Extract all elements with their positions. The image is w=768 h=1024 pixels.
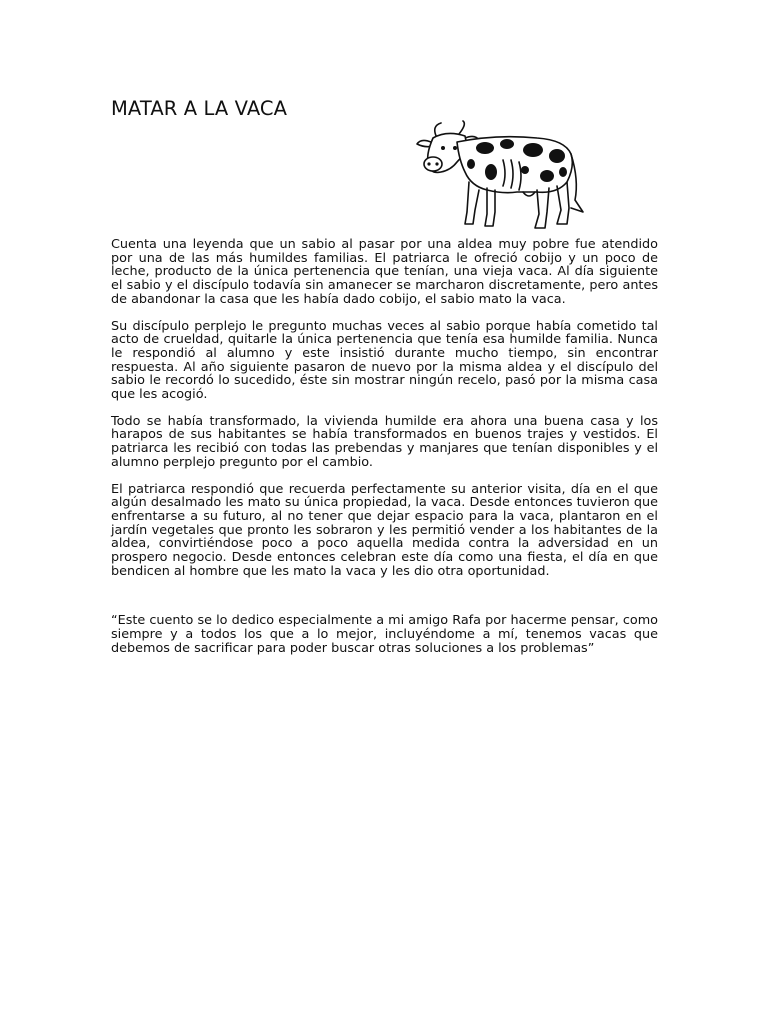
document-title: MATAR A LA VACA	[111, 97, 288, 120]
document-body	[111, 238, 658, 669]
paragraph-1: Cuenta una leyenda que un sabio al pasar por una aldea muy pobre fue atendido por una de las más humildes familias. El patriarca le ofreció cobijo y un poco de leche, producto de la única pertenencia que tenían, una vieja vaca. Al día siguiente el sabio y el discípulo todavía sin amanecer se marcharon discretamente, pero antes de abandonar la casa que les había dado cobijo, el sabio mato la vaca.	[111, 237, 658, 307]
cow-illustration-icon	[407, 120, 591, 234]
dedication-paragraph: “Este cuento se lo dedico especialmente a mi amigo Rafa por hacerme pensar, como siempre y a todos los que a lo mejor, incluyéndome a mí, tenemos vacas que debemos de sacrificar para poder buscar otras soluciones a los problemas”	[111, 613, 658, 656]
paragraph-4: El patriarca respondió que recuerda perfectamente su anterior visita, día en el que algún desalmado les mato su única propiedad, la vaca. Desde entonces tuvieron que enfrentarse a su futuro, al no tener que dejar espacio para la vaca, plantaron en el jardín vegetales que pronto les sobraron y les permitió vender a los habitantes de la aldea, convirtiéndose poco a poco aquella medida contra la adversidad en un prospero negocio. Desde entonces celebran este día como una fiesta, el día en que bendicen al hombre que les mato la vaca y les dio otra oportunidad.	[111, 481, 658, 579]
paragraph-2: Su discípulo perplejo le pregunto muchas veces al sabio porque había cometido tal acto de crueldad, quitarle la única pertenencia que tenía esa humilde familia. Nunca le respondió al alumno y este insistió durante mucho tiempo, sin encontrar respuesta. Al año siguiente pasaron de nuevo por la misma aldea y el discípulo del sabio le recordó lo sucedido, éste sin mostrar ningún recelo, pasó por la misma casa que les acogió.	[111, 318, 658, 403]
paragraph-3: Todo se había transformado, la vivienda humilde era ahora una buena casa y los harapos de sus habitantes se había transformados en buenos trajes y vestidos. El patriarca les recibió con todas las prebendas y manjares que tenían disponibles y el alumno perplejo pregunto por el cambio.	[111, 413, 658, 470]
